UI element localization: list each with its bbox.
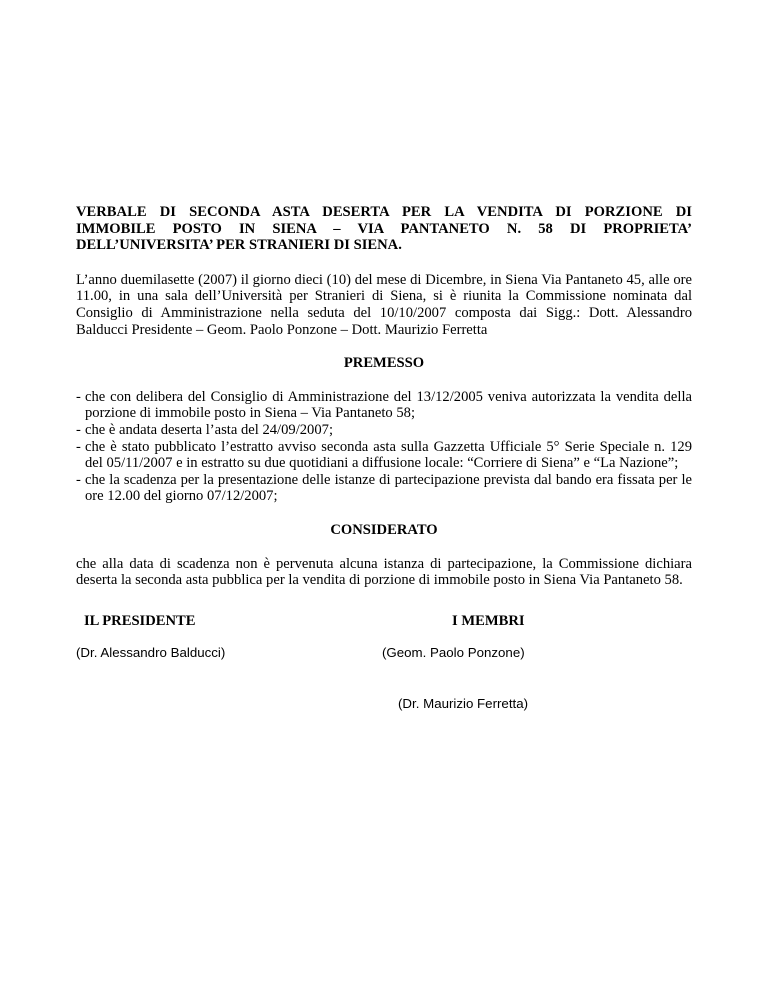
signature-names: [76, 645, 692, 662]
dash-bullet: -: [76, 438, 81, 455]
signature-headings: [76, 613, 692, 630]
dash-bullet: -: [76, 421, 81, 438]
title-line: VERBALE DI SECONDA ASTA DESERTA PER LA VENDITA DI PORZIONE DI: [76, 204, 692, 220]
list-item-text: che è stato pubblicato l’estratto avviso seconda asta sulla Gazzetta Ufficiale 5° Serie Speciale n. 129 del 05/11/2007 e in estratto su due quotidiani a diffusione locale: “Corriere di Siena” e “La Nazione”;: [85, 438, 692, 472]
signature-extra: [76, 696, 692, 713]
title-line: DELL’UNIVERSITA’ PER STRANIERI DI SIENA.: [76, 237, 402, 254]
list-item: [76, 422, 692, 439]
list-item: [76, 472, 692, 505]
dash-bullet: -: [76, 388, 81, 405]
document-page: [76, 204, 692, 713]
president-name: (Dr. Alessandro Balducci): [76, 644, 226, 660]
intro-paragraph: L’anno duemilasette (2007) il giorno dieci (10) del mese di Dicembre, in Siena Via Pantaneto 45, alle ore 11.00, in una sala dell’Università per Stranieri di Siena, si è riunita la Commissione nominata dal Consiglio di Amministrazione nella seduta del 10/10/2007 composta dai Sigg.: Dott. Alessandro Balducci Presidente – Geom. Paolo Ponzone – Dott. Maurizio Ferretta: [76, 271, 692, 338]
title-line: IMMOBILE POSTO IN SIENA – VIA PANTANETO N. 58 DI PROPRIETA’: [76, 220, 692, 237]
list-item: [76, 439, 692, 472]
considerato-heading: CONSIDERATO: [330, 521, 438, 538]
list-item: [76, 389, 692, 422]
president-label: IL PRESIDENTE: [84, 612, 196, 629]
dash-bullet: -: [76, 471, 81, 488]
member-name: (Dr. Maurizio Ferretta): [398, 695, 529, 711]
list-item-text: che è andata deserta l’asta del 24/09/2007;: [85, 421, 333, 438]
list-item-text: che la scadenza per la presentazione delle istanze di partecipazione prevista dal bando era fissata per le ore 12.00 del giorno 07/12/2007;: [85, 471, 692, 505]
premesso-heading: PREMESSO: [343, 355, 425, 372]
document-title: [76, 204, 692, 254]
member-name: (Geom. Paolo Ponzone): [382, 644, 525, 660]
list-item-text: che con delibera del Consiglio di Amministrazione del 13/12/2005 veniva autorizzata la vendita della porzione di immobile posto in Siena – Via Pantaneto 58;: [85, 388, 692, 422]
members-label: I MEMBRI: [452, 612, 525, 629]
considerato-paragraph: che alla data di scadenza non è pervenuta alcuna istanza di partecipazione, la Commissione dichiara deserta la seconda asta pubblica per la vendita di porzione di immobile posto in Siena Via Pantaneto 58.: [76, 555, 692, 589]
premesso-list: [76, 389, 692, 505]
